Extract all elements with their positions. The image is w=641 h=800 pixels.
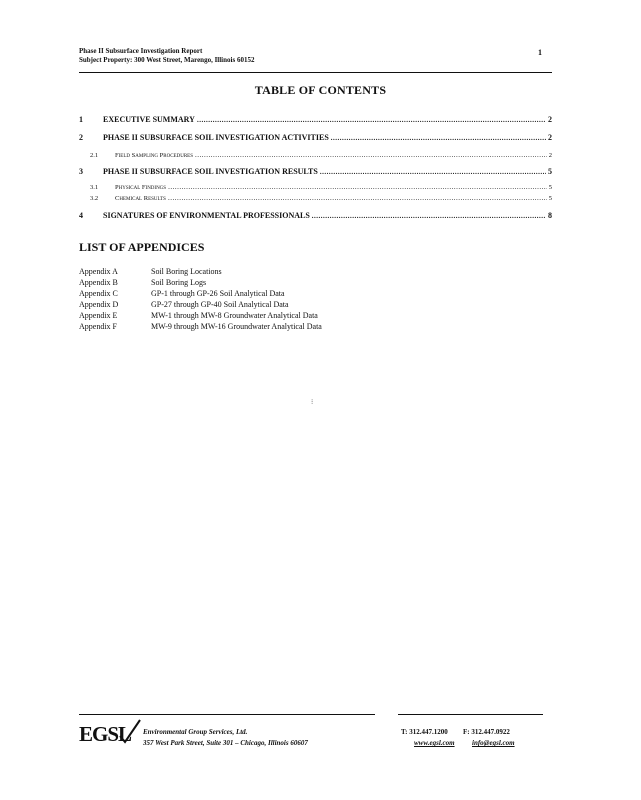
appendix-code: Appendix D [79,300,119,309]
toc-entry-page: 2 [548,133,552,142]
toc-entry-1[interactable] [79,115,552,124]
appendix-row-a [79,267,222,276]
toc-entry-label: Physical Findings [115,184,167,191]
toc-entry-page: 2 [548,152,552,159]
toc-entry-label: EXECUTIVE SUMMARY [103,115,195,124]
toc-entry-page: 5 [548,195,552,202]
checkmark-swoosh-icon [118,718,142,744]
appendix-row-c [79,289,285,298]
footer-rule-right [398,714,543,715]
company-address: 357 West Park Street, Suite 301 – Chicago, Illinois 60607 [143,739,308,747]
toc-entry-number: 3.1 [90,184,99,191]
appendix-row-e [79,311,318,320]
toc-entry-label: Field Sampling Procedures [115,152,193,159]
company-fax: F: 312.447.0922 [463,728,510,736]
toc-entry-number: 1 [79,115,83,124]
toc-leader-dots [320,168,546,176]
toc-entry-page: 5 [548,184,552,191]
appendix-title: MW-1 through MW-8 Groundwater Analytical Data [151,311,318,320]
toc-entry-page: 8 [548,211,552,220]
scan-speck: ⁝ [311,398,314,406]
toc-entry-3[interactable] [79,167,552,176]
appendix-title: GP-27 through GP-40 Soil Analytical Data [151,300,289,309]
toc-entry-number: 2.1 [90,152,99,159]
appendix-title: Soil Boring Logs [151,278,207,287]
header-rule [79,72,552,73]
toc-entry-3-1[interactable] [90,183,552,191]
appendix-row-d [79,300,289,309]
appendix-title: Soil Boring Locations [151,267,222,276]
company-name: Environmental Group Services, Ltd. [143,728,248,736]
footer-rule-left [79,714,375,715]
toc-entry-label: PHASE II SUBSURFACE SOIL INVESTIGATION RESULTS [103,167,318,176]
appendix-title: GP-1 through GP-26 Soil Analytical Data [151,289,285,298]
appendix-code: Appendix F [79,322,117,331]
toc-leader-dots [168,183,547,191]
toc-entry-2-1[interactable] [90,151,552,159]
toc-entry-number: 2 [79,133,83,142]
toc-entry-label: SIGNATURES OF ENVIRONMENTAL PROFESSIONALS [103,211,310,220]
toc-entry-page: 2 [548,115,552,124]
toc-entry-label: Chemical Results [115,195,166,202]
appendices-title: LIST OF APPENDICES [79,240,205,254]
toc-title: TABLE OF CONTENTS [254,83,387,97]
toc-leader-dots [331,134,546,142]
toc-entry-page: 5 [548,167,552,176]
appendix-code: Appendix E [79,311,118,320]
toc-leader-dots [197,116,546,124]
toc-leader-dots [312,212,546,220]
toc-entry-number: 4 [79,211,83,220]
logo-text: EGSL [79,722,132,746]
toc-leader-dots [195,151,547,159]
toc-entry-number: 3 [79,167,83,176]
company-email-link[interactable]: info@egsl.com [472,739,515,747]
appendix-code: Appendix C [79,289,118,298]
company-website-link[interactable]: www.egsl.com [414,739,455,747]
toc-entry-4[interactable] [79,211,552,220]
header-subject-property: Subject Property: 300 West Street, Marengo, Illinois 60152 [79,56,255,64]
appendix-row-f [79,322,322,331]
appendix-row-b [79,278,206,287]
toc-entry-number: 3.2 [90,195,99,202]
company-phone: T: 312.447.1200 [401,728,448,736]
appendix-code: Appendix A [79,267,118,276]
toc-leader-dots [168,194,547,202]
appendix-title: MW-9 through MW-16 Groundwater Analytical Data [151,322,322,331]
toc-entry-3-2[interactable] [90,194,552,202]
toc-entry-label: PHASE II SUBSURFACE SOIL INVESTIGATION ACTIVITIES [103,133,329,142]
appendix-code: Appendix B [79,278,118,287]
header-report-title: Phase II Subsurface Investigation Report [79,47,203,55]
page-number: 1 [538,48,542,57]
toc-entry-2[interactable] [79,133,552,142]
